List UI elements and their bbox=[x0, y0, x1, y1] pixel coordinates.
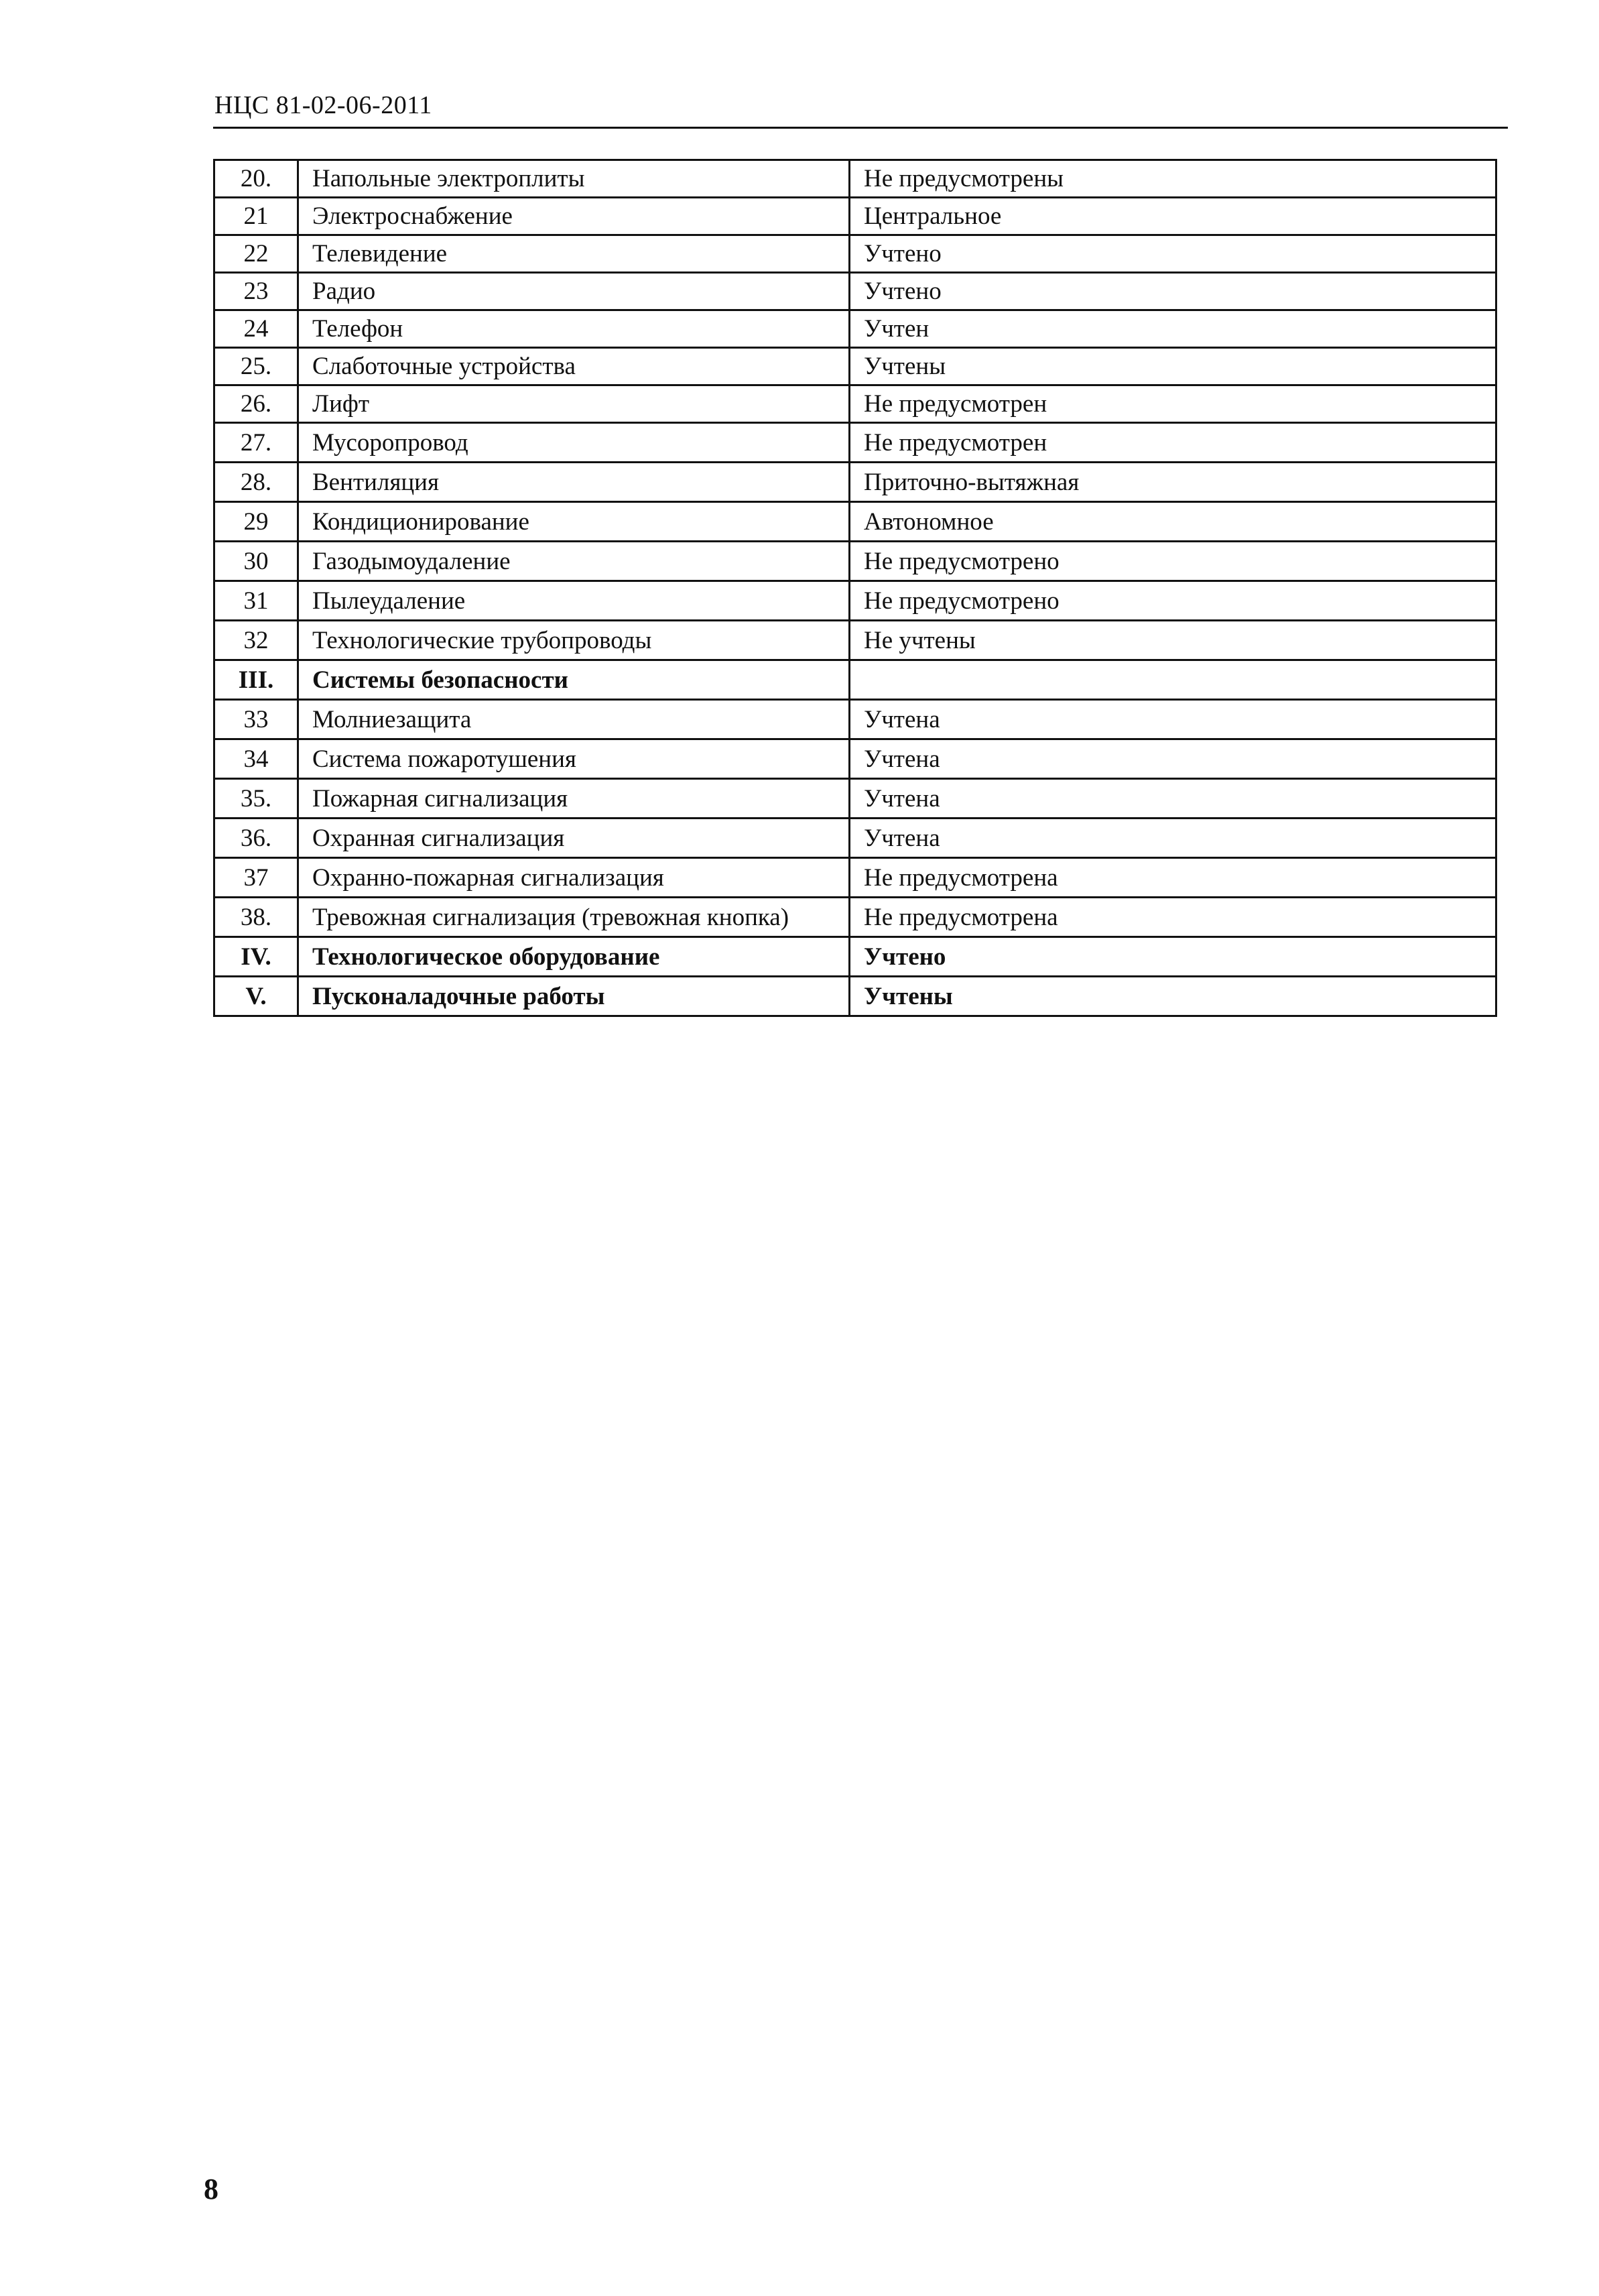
row-name: Телефон bbox=[298, 310, 850, 348]
row-value: Не предусмотрена bbox=[850, 898, 1496, 937]
table-row bbox=[214, 385, 1496, 423]
table-row bbox=[214, 819, 1496, 858]
row-name: Телевидение bbox=[298, 235, 850, 273]
section-value: Учтено bbox=[850, 937, 1496, 977]
section-title: Пусконаладочные работы bbox=[298, 977, 850, 1016]
table-row bbox=[214, 502, 1496, 542]
row-value: Не предусмотрено bbox=[850, 542, 1496, 581]
row-name: Радио bbox=[298, 273, 850, 310]
row-number: 32 bbox=[214, 621, 298, 660]
table-row bbox=[214, 273, 1496, 310]
row-value: Не предусмотрена bbox=[850, 858, 1496, 898]
table-row bbox=[214, 423, 1496, 463]
row-value: Не предусмотрен bbox=[850, 423, 1496, 463]
specification-table-body bbox=[214, 160, 1496, 1016]
row-value: Не предусмотрен bbox=[850, 385, 1496, 423]
table-row bbox=[214, 858, 1496, 898]
section-row bbox=[214, 977, 1496, 1016]
row-name: Слаботочные устройства bbox=[298, 348, 850, 385]
row-number: 20. bbox=[214, 160, 298, 198]
row-name: Технологические трубопроводы bbox=[298, 621, 850, 660]
row-number: 38. bbox=[214, 898, 298, 937]
section-number: III. bbox=[214, 660, 298, 700]
row-number: 34 bbox=[214, 739, 298, 779]
row-value: Автономное bbox=[850, 502, 1496, 542]
row-number: 21 bbox=[214, 198, 298, 235]
table-row bbox=[214, 198, 1496, 235]
table-row bbox=[214, 310, 1496, 348]
section-number: V. bbox=[214, 977, 298, 1016]
row-name: Молниезащита bbox=[298, 700, 850, 739]
specification-table bbox=[213, 159, 1497, 1017]
row-value: Учтена bbox=[850, 779, 1496, 819]
table-row bbox=[214, 463, 1496, 502]
row-number: 27. bbox=[214, 423, 298, 463]
section-row bbox=[214, 660, 1496, 700]
section-value: Учтены bbox=[850, 977, 1496, 1016]
row-value: Не предусмотрено bbox=[850, 581, 1496, 621]
section-value bbox=[850, 660, 1496, 700]
row-number: 31 bbox=[214, 581, 298, 621]
row-name: Вентиляция bbox=[298, 463, 850, 502]
row-number: 22 bbox=[214, 235, 298, 273]
table-row bbox=[214, 235, 1496, 273]
row-number: 30 bbox=[214, 542, 298, 581]
table-row bbox=[214, 739, 1496, 779]
row-value: Учтены bbox=[850, 348, 1496, 385]
row-value: Центральное bbox=[850, 198, 1496, 235]
row-name: Тревожная сигнализация (тревожная кнопка) bbox=[298, 898, 850, 937]
section-number: IV. bbox=[214, 937, 298, 977]
row-number: 35. bbox=[214, 779, 298, 819]
row-number: 33 bbox=[214, 700, 298, 739]
row-number: 26. bbox=[214, 385, 298, 423]
table-row bbox=[214, 542, 1496, 581]
row-name: Охранно-пожарная сигнализация bbox=[298, 858, 850, 898]
row-number: 36. bbox=[214, 819, 298, 858]
section-title: Технологическое оборудование bbox=[298, 937, 850, 977]
row-name: Система пожаротушения bbox=[298, 739, 850, 779]
row-name: Газодымоудаление bbox=[298, 542, 850, 581]
table-row bbox=[214, 621, 1496, 660]
row-name: Напольные электроплиты bbox=[298, 160, 850, 198]
row-number: 37 bbox=[214, 858, 298, 898]
row-value: Учтена bbox=[850, 700, 1496, 739]
table-row bbox=[214, 581, 1496, 621]
table-row bbox=[214, 348, 1496, 385]
section-title: Системы безопасности bbox=[298, 660, 850, 700]
row-number: 25. bbox=[214, 348, 298, 385]
row-name: Мусоропровод bbox=[298, 423, 850, 463]
table-row bbox=[214, 160, 1496, 198]
row-value: Не предусмотрены bbox=[850, 160, 1496, 198]
page-number: 8 bbox=[204, 2173, 218, 2206]
document-code: НЦС 81-02-06-2011 bbox=[214, 91, 432, 119]
row-number: 23 bbox=[214, 273, 298, 310]
row-number: 28. bbox=[214, 463, 298, 502]
table-row bbox=[214, 779, 1496, 819]
row-name: Пылеудаление bbox=[298, 581, 850, 621]
row-value: Не учтены bbox=[850, 621, 1496, 660]
row-name: Электроснабжение bbox=[298, 198, 850, 235]
row-number: 24 bbox=[214, 310, 298, 348]
header-rule bbox=[213, 127, 1508, 129]
row-number: 29 bbox=[214, 502, 298, 542]
row-value: Учтено bbox=[850, 273, 1496, 310]
row-value: Приточно-вытяжная bbox=[850, 463, 1496, 502]
row-name: Пожарная сигнализация bbox=[298, 779, 850, 819]
row-value: Учтено bbox=[850, 235, 1496, 273]
row-value: Учтена bbox=[850, 819, 1496, 858]
row-name: Охранная сигнализация bbox=[298, 819, 850, 858]
row-value: Учтена bbox=[850, 739, 1496, 779]
section-row bbox=[214, 937, 1496, 977]
row-value: Учтен bbox=[850, 310, 1496, 348]
row-name: Лифт bbox=[298, 385, 850, 423]
table-row bbox=[214, 898, 1496, 937]
table-row bbox=[214, 700, 1496, 739]
row-name: Кондиционирование bbox=[298, 502, 850, 542]
